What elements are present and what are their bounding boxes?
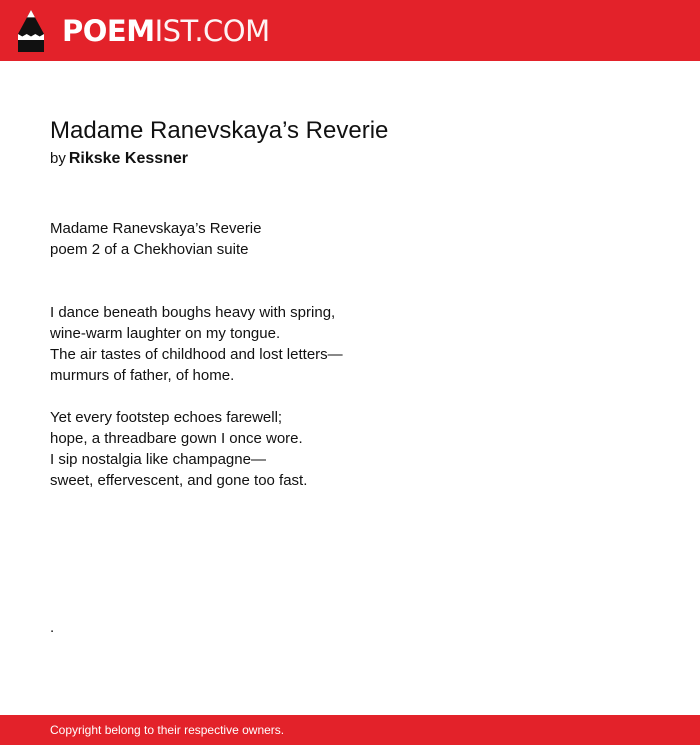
poem-blank-line bbox=[50, 281, 650, 302]
poem-line: murmurs of father, of home. bbox=[50, 367, 235, 384]
byline bbox=[50, 148, 650, 170]
poem-line: Yet every footstep echoes farewell; bbox=[50, 409, 283, 426]
poem-container bbox=[50, 115, 650, 638]
poem-blank-line bbox=[50, 386, 650, 407]
poem-body bbox=[50, 218, 650, 638]
poem-blank-line bbox=[50, 260, 650, 281]
site-footer bbox=[0, 715, 700, 745]
poem-line: wine-warm laughter on my tongue. bbox=[50, 325, 281, 342]
site-header bbox=[0, 0, 700, 61]
poem-blank-line bbox=[50, 491, 650, 512]
poem-blank-line bbox=[50, 512, 650, 533]
logo-text-bold: POEM bbox=[62, 14, 155, 48]
poem-blank-line bbox=[50, 533, 650, 554]
logo-text bbox=[62, 10, 270, 52]
poem-line: The air tastes of childhood and lost letters— bbox=[50, 346, 343, 363]
poem-line: sweet, effervescent, and gone too fast. bbox=[50, 472, 308, 489]
poem-blank-line bbox=[50, 554, 650, 575]
poem-title: Madame Ranevskaya’s Reverie bbox=[50, 117, 389, 144]
poem-blank-line bbox=[50, 596, 650, 617]
poem-line: hope, a threadbare gown I once wore. bbox=[50, 430, 303, 447]
poem-line: I dance beneath boughs heavy with spring, bbox=[50, 304, 336, 321]
logo-text-light: IST.COM bbox=[154, 14, 270, 48]
poem-line: Madame Ranevskaya’s Reverie bbox=[50, 220, 262, 237]
site-logo[interactable] bbox=[18, 10, 270, 52]
author-name[interactable]: Rikske Kessner bbox=[68, 150, 189, 167]
poem-line: I sip nostalgia like champagne— bbox=[50, 451, 266, 468]
poem-blank-line bbox=[50, 575, 650, 596]
by-label: by bbox=[50, 150, 66, 167]
poem-line: poem 2 of a Chekhovian suite bbox=[50, 241, 249, 258]
poem-line: . bbox=[50, 619, 55, 636]
copyright-text: Copyright belong to their respective owners. bbox=[50, 723, 285, 737]
pencil-icon bbox=[18, 10, 44, 52]
